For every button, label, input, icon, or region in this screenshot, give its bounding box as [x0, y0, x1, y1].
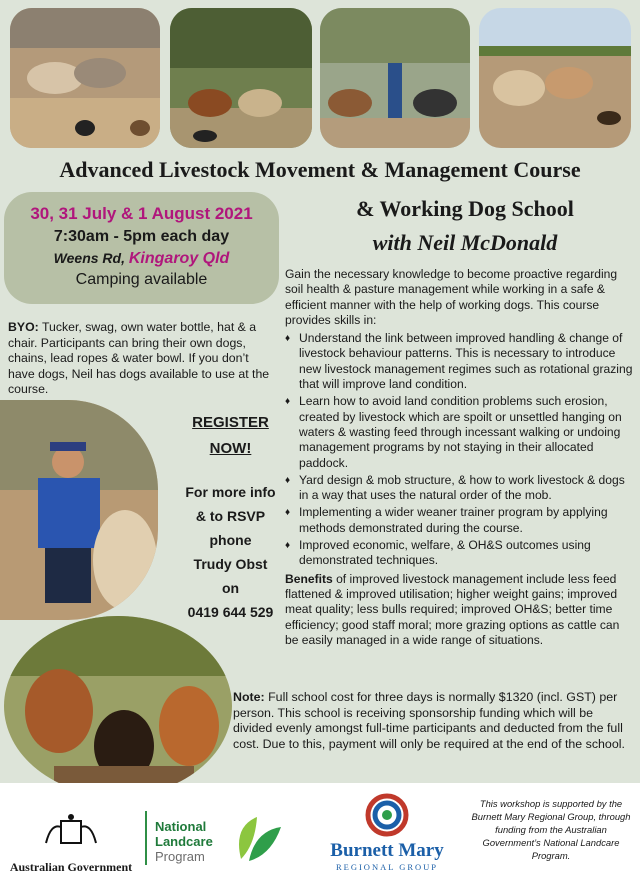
byo-label: BYO: — [8, 320, 39, 334]
photo-cattle-sky — [479, 8, 631, 148]
nl-line1: National — [155, 819, 207, 834]
photo-cattle-trees — [170, 8, 312, 148]
sponsor-footer — [0, 783, 640, 881]
bm-sub: REGIONAL GROUP — [335, 862, 439, 872]
leaf-icon — [233, 813, 283, 865]
rsvp-info1: For more info — [185, 484, 276, 500]
event-town: Kingaroy Qld — [128, 250, 230, 267]
course-subtitle: & Working Dog School — [356, 196, 574, 221]
event-road: Weens Rd, — [53, 250, 129, 266]
event-dates: 30, 31 July & 1 August 2021 — [30, 204, 253, 223]
list-item: ♦ Improved economic, welfare, & OH&S outcomes using demonstrated techniques. — [297, 538, 635, 569]
event-time: 7:30am - 5pm each day — [53, 228, 230, 245]
event-camping: Camping available — [75, 271, 208, 288]
course-description — [285, 267, 635, 648]
rsvp-contact — [168, 480, 293, 624]
rsvp-contact-name: Trudy Obst — [193, 556, 268, 572]
photo-working-dogs — [4, 616, 232, 796]
byo-paragraph — [8, 320, 276, 398]
support-statement: This workshop is supported by the Burnett Mary Regional Group, through funding from the Australian Government’s National Landcare Program. — [471, 798, 631, 861]
national-landcare-logo — [145, 807, 275, 869]
rsvp-info3: phone — [209, 532, 252, 548]
event-details-box — [4, 192, 279, 304]
photo-farmer-with-calf — [0, 400, 158, 620]
rsvp-phone[interactable]: 0419 644 529 — [187, 604, 274, 620]
event-location — [4, 250, 279, 268]
burnett-mary-logo — [312, 793, 462, 872]
register-line2: NOW! — [209, 440, 252, 457]
rsvp-on: on — [221, 580, 240, 596]
benefits-paragraph — [285, 572, 635, 648]
list-item: ♦ Yard design & mob structure, & how to work livestock & dogs in a way that uses the natural order of the mob. — [297, 473, 635, 504]
list-item: ♦ Understand the link between improved handling & change of livestock behaviour patterns. This is necessary to introduce new livestock management regimes such as rotational grazing that will improve land condition. — [297, 331, 635, 392]
bm-name: Burnett Mary — [330, 840, 444, 861]
presenter-name: with Neil McDonald — [372, 230, 558, 255]
nl-line3: Program — [155, 849, 205, 864]
register-line1: REGISTER — [192, 414, 269, 431]
list-item: ♦ Learn how to avoid land condition problems such erosion, created by livestock which are spoilt or unsettled hanging on waters & wasting feed through incessant walking or undoing management programs by not staying in their allocated paddock. — [297, 394, 635, 470]
photo-cattle-yard — [10, 8, 160, 148]
note-label: Note: — [233, 690, 265, 704]
register-callout — [168, 410, 293, 462]
swirl-icon — [365, 793, 409, 837]
list-item: ♦ Implementing a wider weaner trainer program by applying methods demonstrated during the course. — [297, 505, 635, 536]
photo-yard-handler — [320, 8, 470, 148]
gov-label: Australian Government — [9, 860, 133, 874]
cost-note — [233, 690, 633, 752]
course-title: Advanced Livestock Movement & Management Course — [59, 157, 581, 182]
byo-text: Tucker, swag, own water bottle, hat & a chair. Participants can bring their own dogs, chains, lead ropes & water bowl. If you don’t have dogs, Neil has dogs available to use at the course. — [8, 320, 270, 397]
skills-list — [285, 331, 635, 568]
rsvp-info2: & to RSVP — [195, 508, 266, 524]
benefits-label: Benefits — [285, 571, 333, 586]
nl-line2: Landcare — [155, 834, 213, 849]
intro-paragraph: Gain the necessary knowledge to become proactive regarding soil health & pasture management while working in a safe & efficient manner with the help of working dogs. This course provides skills in: — [285, 267, 618, 327]
note-text: Full school cost for three days is normally $1320 (incl. GST) per person. This school is receiving sponsorship funding which will be divided evenly amongst full-time participants and deducted from the full cost. Due to this, payment will only be required at the end of the school. — [233, 690, 625, 751]
benefits-text: of improved livestock management include less feed flattened & improved utilisation; higher weight gains; improved meat quality; less bulls required; improved OH&S; better time efficiency; good staff moral; more grazing options as cattle can be easily managed in a wide range of situations. — [285, 571, 620, 647]
divider — [145, 811, 147, 865]
australian-government-logo — [6, 813, 136, 875]
coat-of-arms-icon — [41, 813, 101, 853]
